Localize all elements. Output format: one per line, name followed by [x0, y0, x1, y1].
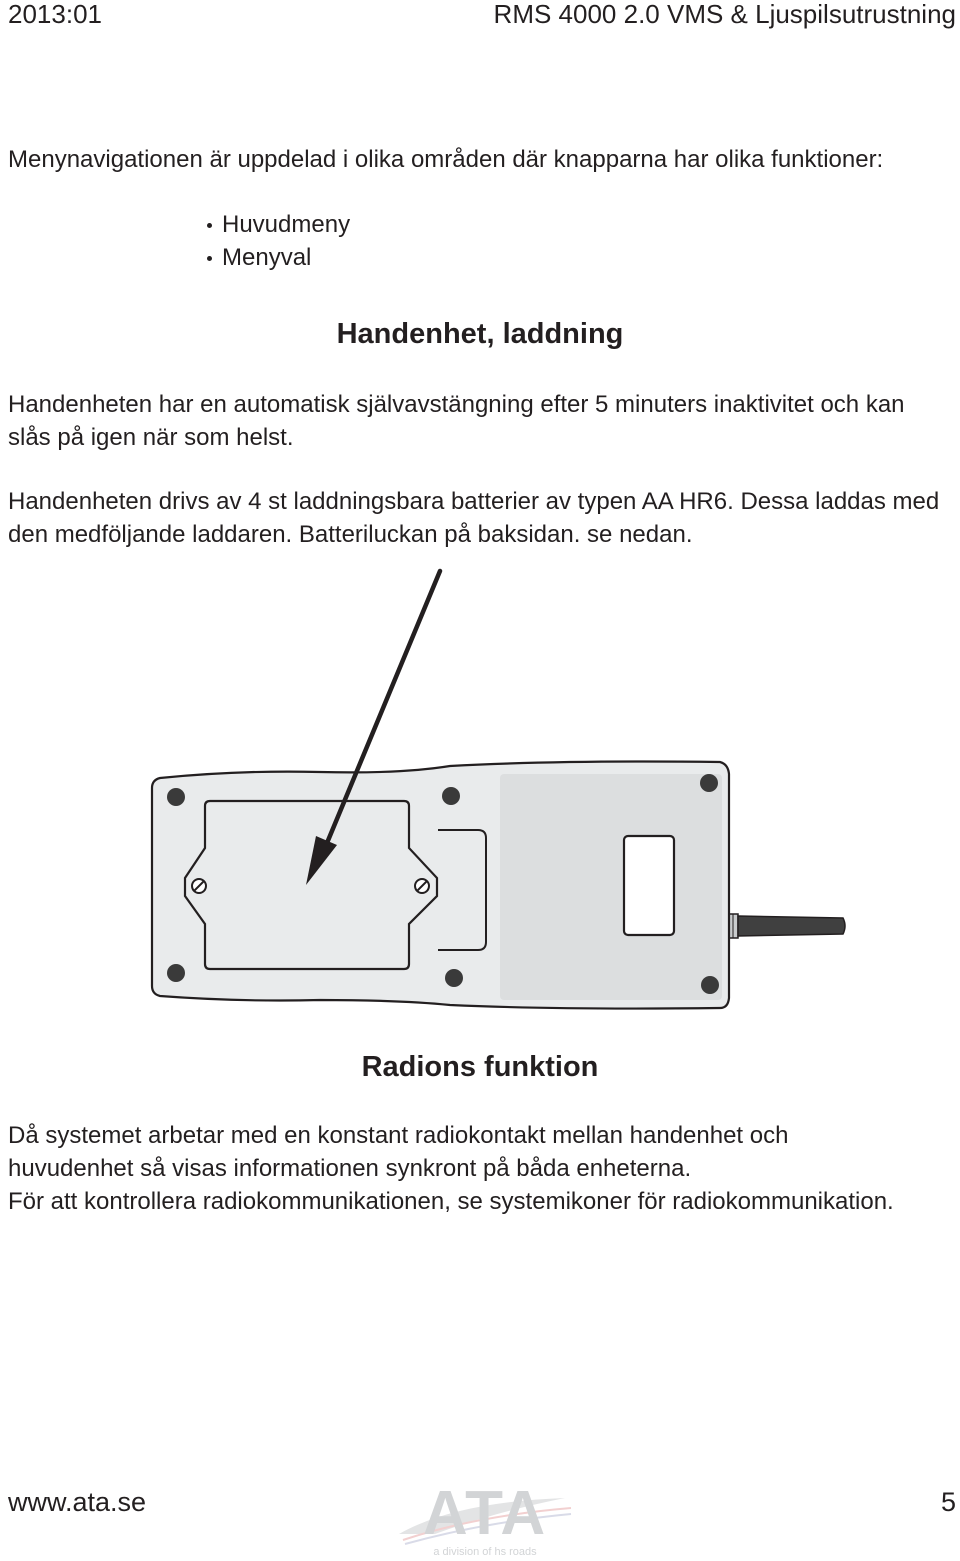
page-number: 5	[940, 1487, 956, 1517]
mounting-hole	[167, 788, 185, 806]
radio-paragraph-2: För att kontrollera radiokommunikationen, se systemikoner för radiokommunikation.	[8, 1188, 894, 1215]
header-title: RMS 4000 2.0 VMS & Ljuspilsutrustning	[493, 0, 956, 29]
radio-paragraph-1: Då systemet arbetar med en konstant radiokontakt mellan handenhet och huvudenhet så visas informationen synkront på båda enheterna.	[8, 1122, 789, 1182]
logo-text: ATA	[422, 1479, 548, 1548]
display-window	[624, 836, 674, 935]
antenna-icon	[726, 914, 845, 938]
mounting-hole	[700, 774, 718, 792]
handset-battery-diagram	[0, 560, 960, 1020]
mounting-hole	[445, 969, 463, 987]
logo-subtext: a division of hs roads	[433, 1546, 537, 1558]
screw-icon	[192, 879, 206, 893]
intro-paragraph: Menynavigationen är uppdelad i olika områden där knapparna har olika funktioner:	[8, 146, 884, 173]
intro-bullet-list	[207, 208, 350, 274]
charging-paragraph-1: Handenheten har en automatisk självavstängning efter 5 minuters inaktivitet och kan slås på igen när som helst.	[8, 391, 905, 451]
bullet-item-huvudmeny: Huvudmeny	[207, 208, 350, 241]
section-heading-radio: Radions funktion	[361, 1051, 599, 1083]
screw-icon	[415, 879, 429, 893]
battery-cover	[185, 801, 437, 969]
section-heading-charging: Handenhet, laddning	[336, 318, 624, 350]
mounting-hole	[701, 976, 719, 994]
display-panel	[500, 774, 722, 1000]
mounting-hole	[442, 787, 460, 805]
header-date: 2013:01	[8, 0, 102, 29]
footer-website-link[interactable]: www.ata.se	[8, 1487, 147, 1517]
bullet-item-menyval: Menyval	[207, 241, 350, 274]
mounting-hole	[167, 964, 185, 982]
charging-paragraph-2: Handenheten drivs av 4 st laddningsbara batterier av typen AA HR6. Dessa laddas med den medföljande laddaren. Batteriluckan på baksidan. se nedan.	[8, 488, 940, 548]
